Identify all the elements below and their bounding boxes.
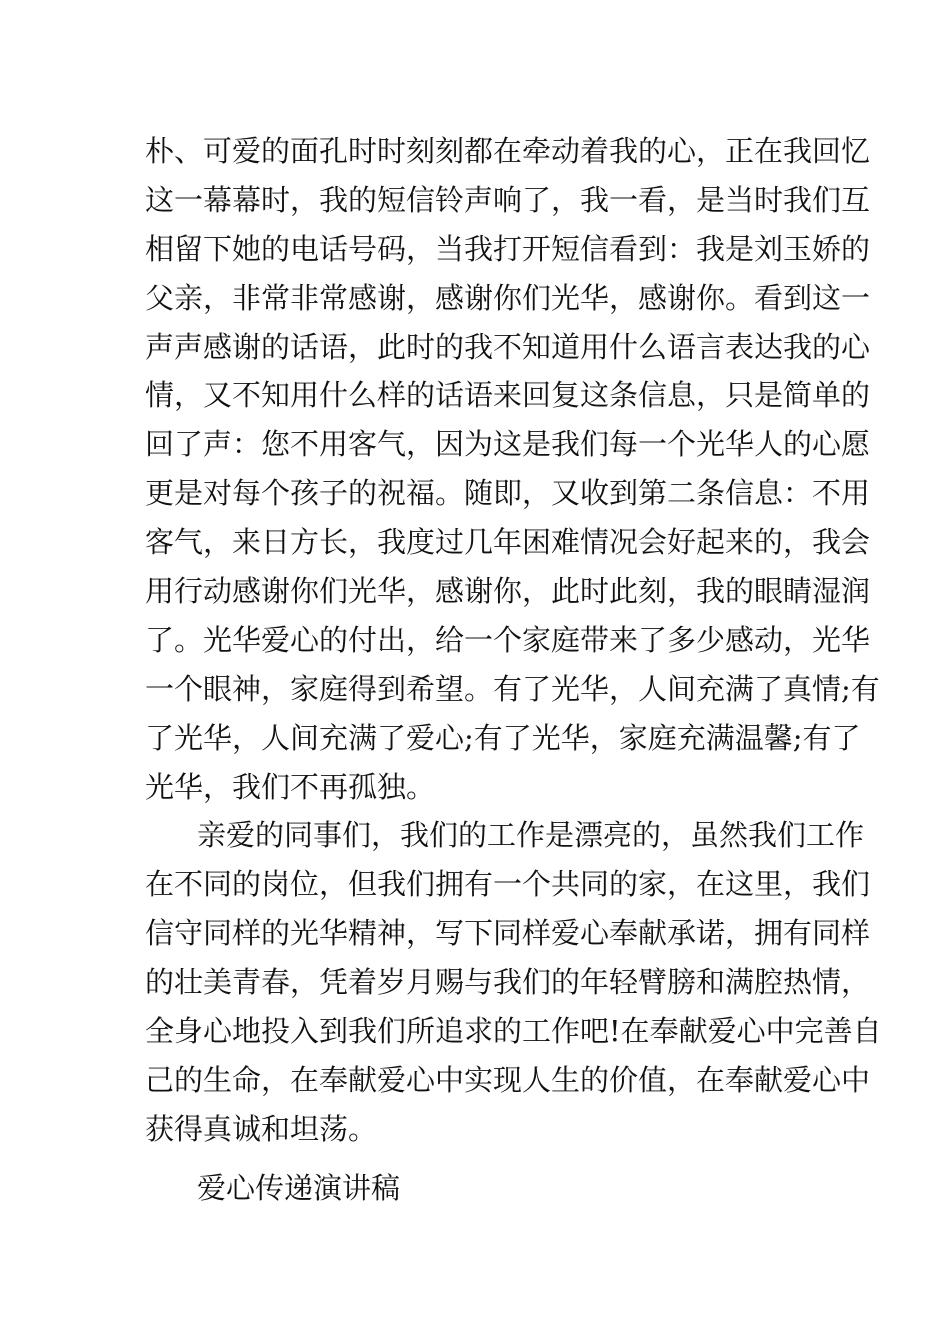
- text-line: 朴、可爱的面孔时时刻刻都在牵动着我的心，正在我回忆: [145, 134, 871, 168]
- text-line: 信守同样的光华精神，写下同样爱心奉献承诺，拥有同样: [145, 916, 871, 951]
- text-line: 在不同的岗位，但我们拥有一个共同的家，在这里，我们: [145, 867, 871, 902]
- section-heading: 爱心传递演讲稿: [197, 1170, 401, 1205]
- text-line: 获得真诚和坦荡。: [145, 1111, 378, 1146]
- text-line: 情，又不知用什么样的话语来回复这条信息，只是简单的: [145, 378, 871, 413]
- text-line: 亲爱的同事们，我们的工作是漂亮的，虽然我们工作: [197, 818, 865, 853]
- paragraph: [145, 811, 882, 1153]
- document-body: [145, 127, 882, 1213]
- text-line: 这一幕幕时，我的短信铃声响了，我一看，是当时我们互: [145, 182, 871, 217]
- text-line: 回了声：您不用客气，因为这是我们每一个光华人的心愿: [145, 427, 871, 462]
- paragraph: [145, 127, 880, 811]
- text-line: 更是对每个孩子的祝福。随即，又收到第二条信息：不用: [145, 476, 871, 511]
- text-line: 了光华，人间充满了爱心;有了光华，家庭充满温馨;有了: [145, 720, 861, 755]
- text-line: 用行动感谢你们光华，感谢你，此时此刻，我的眼睛湿润: [145, 574, 871, 609]
- text-line: 了。光华爱心的付出，给一个家庭带来了多少感动，光华: [145, 622, 871, 657]
- text-line: 光华，我们不再孤独。: [145, 769, 436, 804]
- text-line: 客气，来日方长，我度过几年困难情况会好起来的，我会: [145, 525, 871, 560]
- text-line: 己的生命，在奉献爱心中实现人生的价值，在奉献爱心中: [145, 1062, 871, 1097]
- text-line: 一个眼神，家庭得到希望。有了光华，人间充满了真情;有: [145, 671, 880, 706]
- text-line: 的壮美青春，凭着岁月赐与我们的年轻臂膀和满腔热情，: [145, 965, 871, 1000]
- text-line: 相留下她的电话号码，当我打开短信看到：我是刘玉娇的: [145, 231, 871, 266]
- text-line: 声声感谢的话语，此时的我不知道用什么语言表达我的心: [145, 329, 871, 364]
- text-line: 全身心地投入到我们所追求的工作吧!在奉献爱心中完善自: [145, 1014, 882, 1049]
- text-line: 父亲，非常非常感谢，感谢你们光华，感谢你。看到这一: [145, 280, 871, 315]
